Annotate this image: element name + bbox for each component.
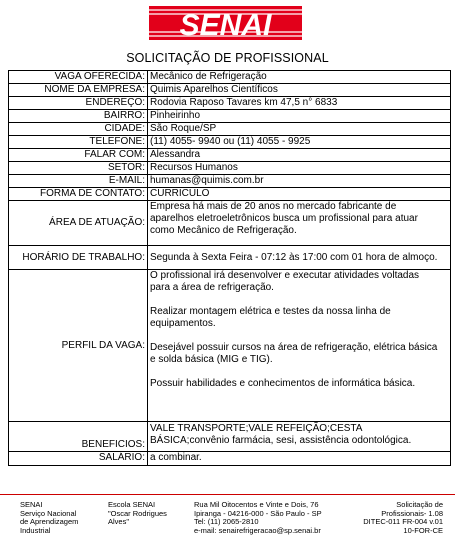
- footer-divider: [0, 494, 455, 495]
- field-value: (11) 4055- 9940 ou (11) 4055 - 9925: [148, 136, 451, 149]
- area-value: Empresa há mais de 20 anos no mercado fabricante de aparelhos eletroeletrônicos busca um profissional para atuar como Mecânico de Refrigeração.: [148, 201, 451, 246]
- row-salario: [9, 452, 451, 466]
- row-beneficios: [9, 422, 451, 452]
- field-value: CURRICULO: [148, 188, 451, 201]
- form-row: [9, 149, 451, 162]
- field-label: BAIRRO:: [9, 110, 148, 123]
- footer-form-code: Solicitação de Profissionais- 1.08 DITEC-011 FR-004 v.01 10-FOR-CE: [363, 500, 443, 535]
- perfil-value: O profissional irá desenvolver e executar atividades voltadas para a área de refrigeração. Realizar montagem elétrica e testes da nossa linha de equipamentos. Desejável possuir cursos na área de refrigeração, elétrica básica e solda básica (MIG e TIG). Possuir habilidades e conhecimentos de informática básica.: [148, 270, 451, 422]
- form-row: [9, 136, 451, 149]
- field-value: humanas@quimis.com.br: [148, 175, 451, 188]
- field-label: TELEFONE:: [9, 136, 148, 149]
- form-row: [9, 162, 451, 175]
- field-label: NOME DA EMPRESA:: [9, 84, 148, 97]
- form-row: [9, 110, 451, 123]
- senai-logo: [149, 6, 302, 40]
- perfil-label: PERFIL DA VAGA:: [9, 270, 148, 422]
- beneficios-label: BENEFICIOS:: [9, 422, 148, 452]
- field-value: Alessandra: [148, 149, 451, 162]
- footer-org: SENAI Serviço Nacional de Aprendizagem Industrial: [20, 500, 79, 535]
- field-label: FALAR COM:: [9, 149, 148, 162]
- field-label: E-MAIL:: [9, 175, 148, 188]
- salario-value: a combinar.: [148, 452, 451, 466]
- form-row: [9, 188, 451, 201]
- field-value: Rodovia Raposo Tavares km 47,5 n° 6833: [148, 97, 451, 110]
- field-label: CIDADE:: [9, 123, 148, 136]
- field-value: Pinheirinho: [148, 110, 451, 123]
- field-label: VAGA OFERECIDA:: [9, 71, 148, 84]
- footer-address: Rua Mil Oitocentos e Vinte e Dois, 76 Ipiranga - 04216-000 - São Paulo - SP Tel: (11) 2065-2810 e-mail: senairefrigeracao@sp.senai.br: [194, 500, 322, 535]
- area-label: ÁREA DE ATUAÇÃO:: [9, 201, 148, 246]
- beneficios-value: VALE TRANSPORTE;VALE REFEIÇÃO;CESTA BÁSICA;convênio farmácia, sesi, assistência odontológica.: [148, 422, 451, 452]
- form-row: [9, 175, 451, 188]
- row-area: [9, 201, 451, 246]
- field-value: Recursos Humanos: [148, 162, 451, 175]
- form-row: [9, 123, 451, 136]
- field-value: Quimis Aparelhos Científicos: [148, 84, 451, 97]
- request-form: [8, 70, 451, 466]
- row-perfil: [9, 270, 451, 422]
- salario-label: SALÁRIO:: [9, 452, 148, 466]
- row-horario: [9, 246, 451, 270]
- field-value: São Roque/SP: [148, 123, 451, 136]
- footer-school: Escola SENAI "Oscar Rodrigues Alves": [108, 500, 167, 526]
- form-row: [9, 97, 451, 110]
- form-row: [9, 84, 451, 97]
- page-title: SOLICITAÇÃO DE PROFISSIONAL: [126, 51, 329, 65]
- form-row: [9, 71, 451, 84]
- field-label: ENDEREÇO:: [9, 97, 148, 110]
- logo-text: SENAI: [179, 9, 272, 40]
- field-value: Mecânico de Refrigeração: [148, 71, 451, 84]
- horario-label: HORÁRIO DE TRABALHO:: [9, 246, 148, 270]
- field-label: SETOR:: [9, 162, 148, 175]
- horario-value: Segunda à Sexta Feira - 07:12 às 17:00 com 01 hora de almoço.: [148, 246, 451, 270]
- field-label: FORMA DE CONTATO:: [9, 188, 148, 201]
